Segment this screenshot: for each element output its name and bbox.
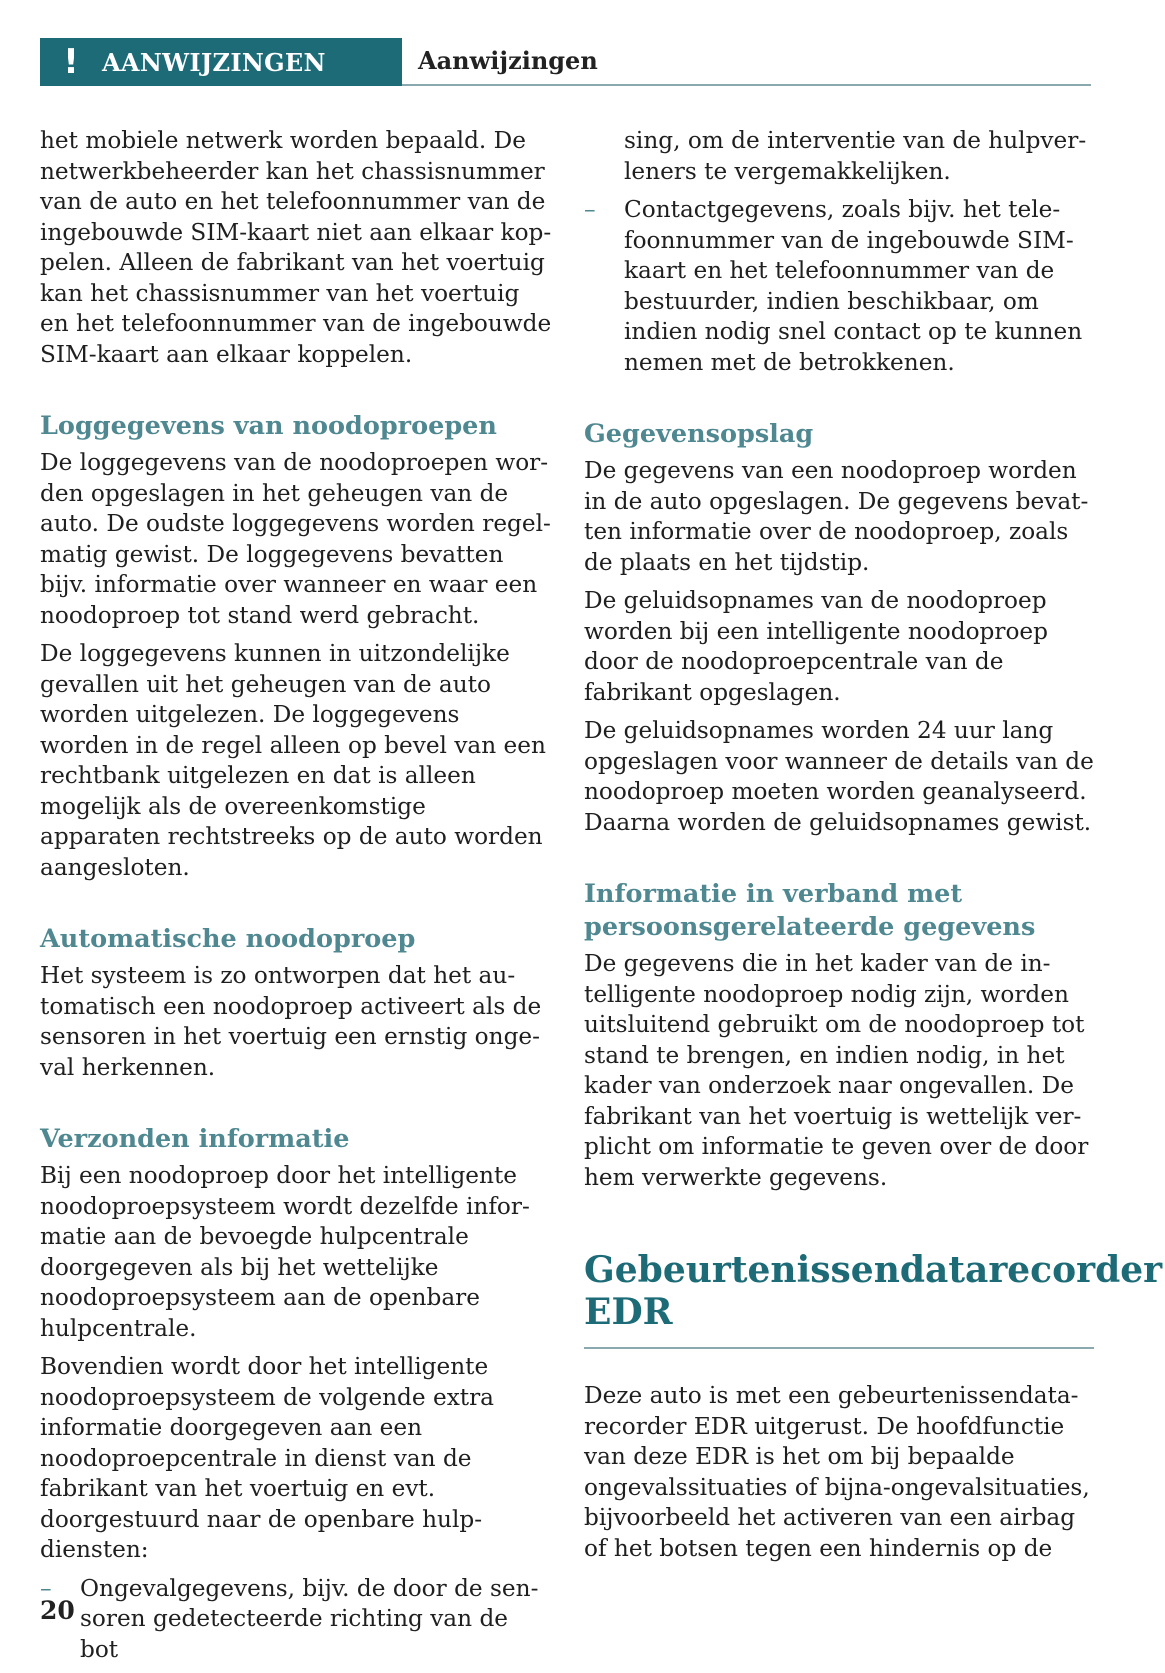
header-divider [402,84,1091,86]
right-column [584,126,1163,1572]
left-column [40,126,552,1673]
section-title: AANWIJZINGEN [102,47,326,77]
privacy-paragraph: De gegevens die in het kader van de intelligente noodoproep nodig zijn, worden uitsluitend gebruikt om de noodoproep tot stand te brengen, en indien nodig, in het kader van onderzoek naar ongevallen. De fabrikant van het voertuig is wettelijk verplicht om informatie te geven over de door hem verwerkte gegevens. [584,950,1089,1191]
sent-info-heading: Verzonden informatie [40,1124,350,1154]
storage-paragraph-2: De geluidsopnames van de noodoproep worden bij een intelligente noodoproep door de noodoproepcentrale van de fabrikant opgeslagen. [584,587,1048,706]
log-heading: Loggegevens van noodoproepen [40,411,497,441]
edr-title: Gebeurtenissendatarecorder EDR [584,1249,1163,1333]
list-item-text: Contactgegevens, zoals bijv. het telefoonnummer van de ingebouwde SIM-kaart en het telefoonnummer van de bestuurder, indien beschikbaar, om indien nodig snel contact op te kunnen nemen met de betrokkenen. [624,196,1083,376]
list-item-text: Ongevalgegevens, bijv. de door de sensoren gedetecteerde richting van de bot [80,1574,539,1663]
list-item [40,1574,552,1666]
sent-info-paragraph-2: Bovendien wordt door het intelligente noodoproepsysteem de volgende extra informatie doorgegeven aan een noodoproepcentrale in dienst van de fabrikant van het voertuig en evt. doorgestuurd naar de openbare hulpdiensten: [40,1353,495,1563]
auto-call-heading: Automatische noodoproep [40,924,416,954]
exclamation-icon: ! [63,42,79,82]
list-item-continued [584,126,1094,187]
chapter-title: Aanwijzingen [418,46,598,75]
auto-call-paragraph: Het systeem is zo ontworpen dat het automatisch een noodoproep activeert als de sensoren in het voertuig een ernstig ongeval herkennen. [40,962,542,1081]
storage-paragraph-3: De geluidsopnames worden 24 uur lang opgeslagen voor wanneer de details van de noodoproep moeten worden geanalyseerd. Daarna worden de geluidsopnames gewist. [584,717,1094,836]
edr-title-divider [584,1347,1094,1349]
page-number: 20 [40,1596,75,1625]
intro-paragraph: het mobiele netwerk worden bepaald. De netwerkbeheerder kan het chassisnummer van de auto en het telefoonnummer van de ingebouwde SIM-kaart niet aan elkaar koppelen. Alleen de fabrikant van het voertuig kan het chassisnummer van het voertuig en het telefoonnummer van de ingebouwde SIM-kaart aan elkaar koppelen. [40,127,552,368]
sent-info-paragraph-1: Bij een noodoproep door het intelligente noodoproepsysteem wordt dezelfde informatie aan de bevoegde hulpcentrale doorgegeven als bij het wettelijke noodoproepsysteem aan de openbare hulpcentrale. [40,1162,530,1342]
dash-bullet: – [40,1574,52,1602]
log-paragraph-2: De loggegevens kunnen in uitzondelijke gevallen uit het geheugen van de auto worden uitgelezen. De loggegevens worden in de regel alleen op bevel van een rechtbank uitgelezen en dat is alleen mogelijk als de overeenkomstige apparaten rechtstreeks op de auto worden aangesloten. [40,640,546,881]
dash-bullet: – [584,196,596,223]
log-paragraph-1: De loggegevens van de noodoproepen worden opgeslagen in het geheugen van de auto. De oudste loggegevens worden regelmatig gewist. De loggegevens bevatten bijv. informatie over wanneer en waar een noodoproep tot stand werd gebracht. [40,449,551,629]
storage-paragraph-1: De gegevens van een noodoproep worden in de auto opgeslagen. De gegevens bevatten informatie over de noodoproep, zoals de plaats en het tijdstip. [584,457,1089,576]
list-item-text: sing, om de interventie van de hulpverleners te vergemakkelijken. [624,127,1087,185]
edr-paragraph: Deze auto is met een gebeurtenissendatarecorder EDR uitgerust. De hoofdfunctie van deze EDR is het om bij bepaalde ongevalssituaties of bijna-ongevalsituaties, bijvoorbeeld het activeren van een airbag of het botsen tegen een hindernis op de [584,1382,1090,1562]
storage-heading: Gegevensopslag [584,419,814,449]
list-item [584,195,1094,378]
section-header-bar [40,38,402,86]
privacy-heading: Informatie in verband met persoonsgerelateerde gegevens [584,879,1036,942]
